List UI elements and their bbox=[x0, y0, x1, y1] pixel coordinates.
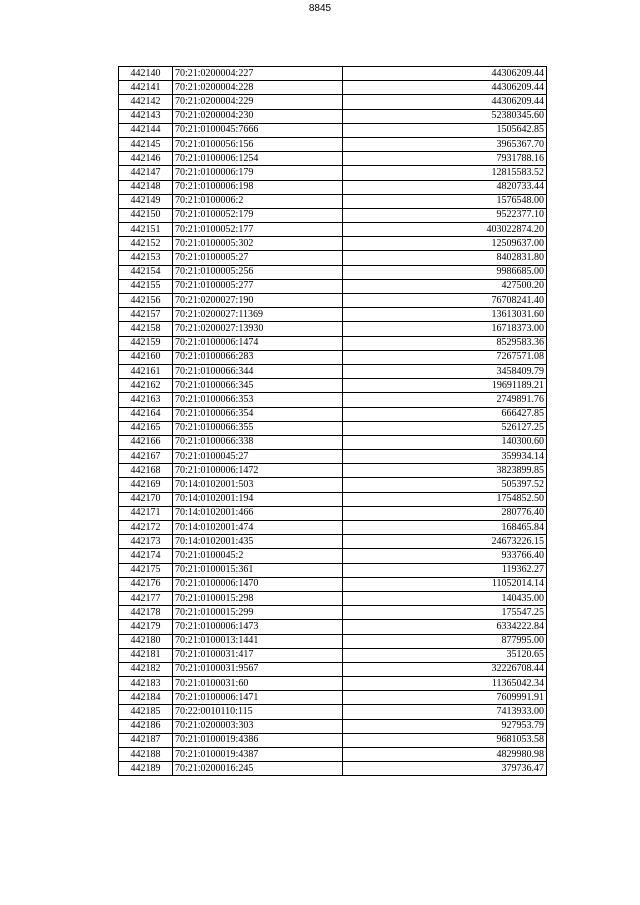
row-number-cell: 442173 bbox=[119, 535, 173, 549]
cadastral-value-cell: 933766.40 bbox=[343, 549, 547, 563]
cadastral-number-cell: 70:21:0100066:355 bbox=[173, 421, 343, 435]
cadastral-number-cell: 70:14:0102001:435 bbox=[173, 535, 343, 549]
cadastral-number-cell: 70:14:0102001:474 bbox=[173, 521, 343, 535]
cadastral-value-cell: 877995.00 bbox=[343, 634, 547, 648]
table-row bbox=[119, 464, 547, 478]
table-row bbox=[119, 662, 547, 676]
table-row bbox=[119, 606, 547, 620]
cadastral-value-cell: 403022874.20 bbox=[343, 223, 547, 237]
table-row bbox=[119, 251, 547, 265]
cadastral-number-cell: 70:21:0100045:7666 bbox=[173, 123, 343, 137]
table-row bbox=[119, 620, 547, 634]
cadastral-number-cell: 70:21:0100045:27 bbox=[173, 450, 343, 464]
cadastral-value-cell: 7413933.00 bbox=[343, 705, 547, 719]
cadastral-value-cell: 379736.47 bbox=[343, 762, 547, 776]
table-row bbox=[119, 81, 547, 95]
cadastral-value-cell: 4829980.98 bbox=[343, 748, 547, 762]
table-row bbox=[119, 648, 547, 662]
row-number-cell: 442176 bbox=[119, 577, 173, 591]
cadastral-value-cell: 2749891.76 bbox=[343, 393, 547, 407]
cadastral-number-cell: 70:21:0200016:245 bbox=[173, 762, 343, 776]
cadastral-value-cell: 9522377.10 bbox=[343, 208, 547, 222]
table-row bbox=[119, 634, 547, 648]
cadastral-value-cell: 44306209.44 bbox=[343, 67, 547, 81]
cadastral-value-cell: 13613031.60 bbox=[343, 308, 547, 322]
row-number-cell: 442168 bbox=[119, 464, 173, 478]
cadastral-value-cell: 280776.40 bbox=[343, 506, 547, 520]
cadastral-value-cell: 7609991.91 bbox=[343, 691, 547, 705]
cadastral-number-cell: 70:21:0100015:298 bbox=[173, 591, 343, 605]
cadastral-number-cell: 70:21:0100052:179 bbox=[173, 208, 343, 222]
table-row bbox=[119, 591, 547, 605]
cadastral-number-cell: 70:21:0100006:1470 bbox=[173, 577, 343, 591]
table-row bbox=[119, 521, 547, 535]
table-row bbox=[119, 123, 547, 137]
cadastral-value-cell: 8402831.80 bbox=[343, 251, 547, 265]
cadastral-value-cell: 7267571.08 bbox=[343, 350, 547, 364]
row-number-cell: 442150 bbox=[119, 208, 173, 222]
cadastral-number-cell: 70:14:0102001:503 bbox=[173, 478, 343, 492]
cadastral-value-cell: 12509637.00 bbox=[343, 237, 547, 251]
table-row bbox=[119, 67, 547, 81]
table-row bbox=[119, 95, 547, 109]
row-number-cell: 442140 bbox=[119, 67, 173, 81]
table-row bbox=[119, 194, 547, 208]
cadastral-value-cell: 11052014.14 bbox=[343, 577, 547, 591]
cadastral-value-cell: 927953.79 bbox=[343, 719, 547, 733]
table-row bbox=[119, 350, 547, 364]
table-row bbox=[119, 421, 547, 435]
cadastral-value-cell: 3823899.85 bbox=[343, 464, 547, 478]
row-number-cell: 442184 bbox=[119, 691, 173, 705]
table-row bbox=[119, 407, 547, 421]
row-number-cell: 442188 bbox=[119, 748, 173, 762]
cadastral-value-cell: 16718373.00 bbox=[343, 322, 547, 336]
table-body bbox=[119, 67, 547, 776]
row-number-cell: 442157 bbox=[119, 308, 173, 322]
cadastral-value-cell: 9681053.58 bbox=[343, 733, 547, 747]
table-row bbox=[119, 450, 547, 464]
cadastral-number-cell: 70:21:0100019:4387 bbox=[173, 748, 343, 762]
cadastral-number-cell: 70:21:0100006:2 bbox=[173, 194, 343, 208]
table-row bbox=[119, 379, 547, 393]
cadastral-value-cell: 11365042.34 bbox=[343, 677, 547, 691]
cadastral-value-cell: 3458409.79 bbox=[343, 364, 547, 378]
cadastral-number-cell: 70:21:0200027:190 bbox=[173, 294, 343, 308]
cadastral-value-cell: 119362.27 bbox=[343, 563, 547, 577]
cadastral-value-cell: 32226708.44 bbox=[343, 662, 547, 676]
table-row bbox=[119, 336, 547, 350]
cadastral-value-cell: 666427.85 bbox=[343, 407, 547, 421]
table-row bbox=[119, 308, 547, 322]
table-row bbox=[119, 166, 547, 180]
row-number-cell: 442185 bbox=[119, 705, 173, 719]
cadastral-number-cell: 70:21:0100005:302 bbox=[173, 237, 343, 251]
cadastral-value-cell: 175547.25 bbox=[343, 606, 547, 620]
table-row bbox=[119, 237, 547, 251]
cadastral-value-cell: 427500.20 bbox=[343, 279, 547, 293]
table-row bbox=[119, 705, 547, 719]
row-number-cell: 442177 bbox=[119, 591, 173, 605]
table-row bbox=[119, 180, 547, 194]
table-row bbox=[119, 677, 547, 691]
cadastral-value-cell: 3965367.70 bbox=[343, 137, 547, 151]
cadastral-value-cell: 6334222.84 bbox=[343, 620, 547, 634]
row-number-cell: 442180 bbox=[119, 634, 173, 648]
cadastral-number-cell: 70:21:0100006:179 bbox=[173, 166, 343, 180]
cadastral-number-cell: 70:21:0100005:27 bbox=[173, 251, 343, 265]
cadastral-number-cell: 70:21:0100006:198 bbox=[173, 180, 343, 194]
cadastral-value-cell: 19691189.21 bbox=[343, 379, 547, 393]
row-number-cell: 442186 bbox=[119, 719, 173, 733]
cadastral-number-cell: 70:21:0100006:1472 bbox=[173, 464, 343, 478]
cadastral-number-cell: 70:14:0102001:466 bbox=[173, 506, 343, 520]
table-row bbox=[119, 435, 547, 449]
row-number-cell: 442175 bbox=[119, 563, 173, 577]
cadastral-value-cell: 140435.00 bbox=[343, 591, 547, 605]
table-row bbox=[119, 393, 547, 407]
cadastral-number-cell: 70:21:0100066:354 bbox=[173, 407, 343, 421]
cadastral-value-cell: 359934.14 bbox=[343, 450, 547, 464]
table-row bbox=[119, 748, 547, 762]
table-row bbox=[119, 265, 547, 279]
cadastral-value-cell: 44306209.44 bbox=[343, 95, 547, 109]
cadastral-number-cell: 70:21:0100066:338 bbox=[173, 435, 343, 449]
cadastral-number-cell: 70:21:0100013:1441 bbox=[173, 634, 343, 648]
table-row bbox=[119, 223, 547, 237]
row-number-cell: 442160 bbox=[119, 350, 173, 364]
cadastral-number-cell: 70:21:0100066:353 bbox=[173, 393, 343, 407]
row-number-cell: 442172 bbox=[119, 521, 173, 535]
cadastral-number-cell: 70:21:0100005:277 bbox=[173, 279, 343, 293]
row-number-cell: 442174 bbox=[119, 549, 173, 563]
cadastral-number-cell: 70:21:0100006:1474 bbox=[173, 336, 343, 350]
row-number-cell: 442169 bbox=[119, 478, 173, 492]
table-row bbox=[119, 152, 547, 166]
row-number-cell: 442156 bbox=[119, 294, 173, 308]
row-number-cell: 442159 bbox=[119, 336, 173, 350]
row-number-cell: 442152 bbox=[119, 237, 173, 251]
page-number: 8845 bbox=[308, 3, 332, 14]
cadastral-value-cell: 140300.60 bbox=[343, 435, 547, 449]
row-number-cell: 442171 bbox=[119, 506, 173, 520]
table-row bbox=[119, 322, 547, 336]
cadastral-number-cell: 70:21:0200004:229 bbox=[173, 95, 343, 109]
row-number-cell: 442187 bbox=[119, 733, 173, 747]
row-number-cell: 442158 bbox=[119, 322, 173, 336]
row-number-cell: 442141 bbox=[119, 81, 173, 95]
cadastral-number-cell: 70:21:0200004:227 bbox=[173, 67, 343, 81]
row-number-cell: 442167 bbox=[119, 450, 173, 464]
cadastral-value-cell: 12815583.52 bbox=[343, 166, 547, 180]
row-number-cell: 442154 bbox=[119, 265, 173, 279]
row-number-cell: 442164 bbox=[119, 407, 173, 421]
cadastral-value-table bbox=[118, 66, 547, 776]
cadastral-value-cell: 7931788.16 bbox=[343, 152, 547, 166]
table-row bbox=[119, 563, 547, 577]
cadastral-number-cell: 70:21:0100031:60 bbox=[173, 677, 343, 691]
row-number-cell: 442153 bbox=[119, 251, 173, 265]
cadastral-value-cell: 24673226.15 bbox=[343, 535, 547, 549]
cadastral-number-cell: 70:21:0200004:228 bbox=[173, 81, 343, 95]
cadastral-number-cell: 70:21:0100066:344 bbox=[173, 364, 343, 378]
row-number-cell: 442183 bbox=[119, 677, 173, 691]
row-number-cell: 442151 bbox=[119, 223, 173, 237]
cadastral-number-cell: 70:21:0100006:1471 bbox=[173, 691, 343, 705]
row-number-cell: 442161 bbox=[119, 364, 173, 378]
row-number-cell: 442143 bbox=[119, 109, 173, 123]
cadastral-number-cell: 70:21:0100015:361 bbox=[173, 563, 343, 577]
cadastral-value-cell: 526127.25 bbox=[343, 421, 547, 435]
cadastral-value-cell: 168465.84 bbox=[343, 521, 547, 535]
cadastral-number-cell: 70:21:0100066:345 bbox=[173, 379, 343, 393]
row-number-cell: 442149 bbox=[119, 194, 173, 208]
cadastral-number-cell: 70:22:0010110:115 bbox=[173, 705, 343, 719]
row-number-cell: 442147 bbox=[119, 166, 173, 180]
table-row bbox=[119, 294, 547, 308]
table-row bbox=[119, 137, 547, 151]
cadastral-number-cell: 70:21:0100056:156 bbox=[173, 137, 343, 151]
cadastral-number-cell: 70:21:0100015:299 bbox=[173, 606, 343, 620]
cadastral-value-cell: 76708241.40 bbox=[343, 294, 547, 308]
row-number-cell: 442145 bbox=[119, 137, 173, 151]
table-row bbox=[119, 506, 547, 520]
cadastral-number-cell: 70:21:0100031:417 bbox=[173, 648, 343, 662]
table-row bbox=[119, 762, 547, 776]
row-number-cell: 442179 bbox=[119, 620, 173, 634]
row-number-cell: 442144 bbox=[119, 123, 173, 137]
table-row bbox=[119, 719, 547, 733]
cadastral-value-cell: 1505642.85 bbox=[343, 123, 547, 137]
row-number-cell: 442166 bbox=[119, 435, 173, 449]
cadastral-value-cell: 1576548.00 bbox=[343, 194, 547, 208]
cadastral-value-cell: 52380345.60 bbox=[343, 109, 547, 123]
cadastral-number-cell: 70:21:0200004:230 bbox=[173, 109, 343, 123]
table-row bbox=[119, 549, 547, 563]
cadastral-number-cell: 70:21:0200003:303 bbox=[173, 719, 343, 733]
row-number-cell: 442189 bbox=[119, 762, 173, 776]
cadastral-number-cell: 70:21:0100066:283 bbox=[173, 350, 343, 364]
table-row bbox=[119, 733, 547, 747]
row-number-cell: 442165 bbox=[119, 421, 173, 435]
row-number-cell: 442162 bbox=[119, 379, 173, 393]
row-number-cell: 442182 bbox=[119, 662, 173, 676]
table-row bbox=[119, 364, 547, 378]
cadastral-number-cell: 70:21:0200027:13930 bbox=[173, 322, 343, 336]
cadastral-number-cell: 70:14:0102001:194 bbox=[173, 492, 343, 506]
row-number-cell: 442148 bbox=[119, 180, 173, 194]
table-row bbox=[119, 577, 547, 591]
cadastral-value-cell: 44306209.44 bbox=[343, 81, 547, 95]
table-row bbox=[119, 279, 547, 293]
cadastral-number-cell: 70:21:0100005:256 bbox=[173, 265, 343, 279]
row-number-cell: 442155 bbox=[119, 279, 173, 293]
table-row bbox=[119, 208, 547, 222]
cadastral-value-cell: 4820733.44 bbox=[343, 180, 547, 194]
cadastral-value-cell: 35120.65 bbox=[343, 648, 547, 662]
cadastral-number-cell: 70:21:0200027:11369 bbox=[173, 308, 343, 322]
cadastral-number-cell: 70:21:0100031:9567 bbox=[173, 662, 343, 676]
table-row bbox=[119, 492, 547, 506]
row-number-cell: 442163 bbox=[119, 393, 173, 407]
cadastral-value-cell: 505397.52 bbox=[343, 478, 547, 492]
row-number-cell: 442181 bbox=[119, 648, 173, 662]
table-row bbox=[119, 109, 547, 123]
cadastral-number-cell: 70:21:0100045:2 bbox=[173, 549, 343, 563]
cadastral-value-cell: 9986685.00 bbox=[343, 265, 547, 279]
table-row bbox=[119, 478, 547, 492]
cadastral-value-cell: 8529583.36 bbox=[343, 336, 547, 350]
cadastral-value-cell: 1754852.50 bbox=[343, 492, 547, 506]
row-number-cell: 442142 bbox=[119, 95, 173, 109]
table-row bbox=[119, 691, 547, 705]
cadastral-number-cell: 70:21:0100019:4386 bbox=[173, 733, 343, 747]
row-number-cell: 442178 bbox=[119, 606, 173, 620]
row-number-cell: 442170 bbox=[119, 492, 173, 506]
cadastral-number-cell: 70:21:0100006:1473 bbox=[173, 620, 343, 634]
cadastral-number-cell: 70:21:0100006:1254 bbox=[173, 152, 343, 166]
table-row bbox=[119, 535, 547, 549]
cadastral-number-cell: 70:21:0100052:177 bbox=[173, 223, 343, 237]
row-number-cell: 442146 bbox=[119, 152, 173, 166]
